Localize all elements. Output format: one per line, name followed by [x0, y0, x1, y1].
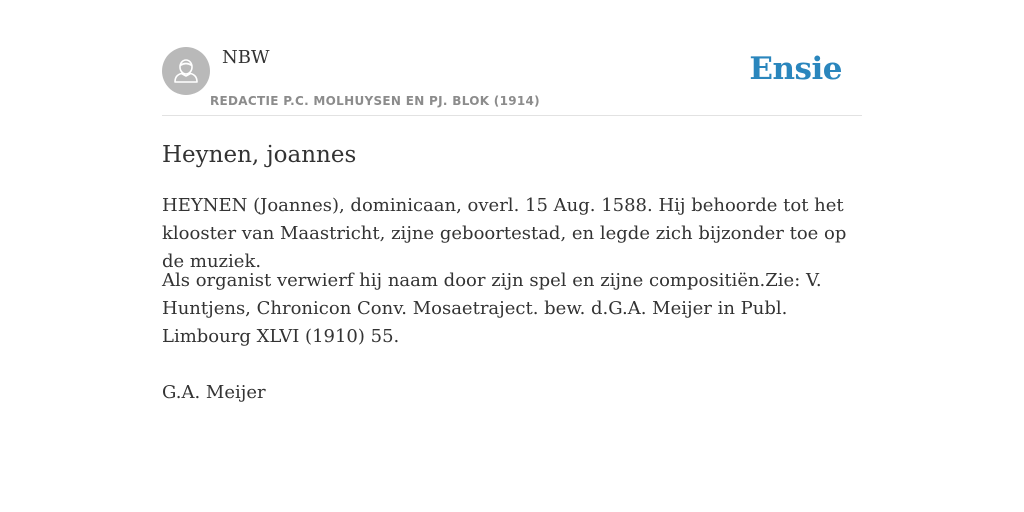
user-icon: [162, 47, 210, 95]
article-signature: G.A. Meijer: [162, 382, 266, 403]
article-paragraph-2: Als organist verwierf hij naam door zijn spel en zijne compositiën.Zie: V. Huntjens, Chronicon Conv. Mosaetraject. bew. d.G.A. Meijer in Publ. Limbourg XLVI (1910) 55.: [162, 270, 822, 347]
brand-logo[interactable]: Ensie: [749, 51, 842, 87]
page-content: [162, 0, 862, 403]
article-paragraph-1: HEYNEN (Joannes), dominicaan, overl. 15 Aug. 1588. Hij behoorde tot het klooster van Maastricht, zijne geboortestad, en legde zich bijzonder toe op de muziek.: [162, 195, 847, 272]
article-title: Heynen, joannes: [162, 142, 357, 168]
source-subtitle: REDACTIE P.C. MOLHUYSEN EN PJ. BLOK (1914): [210, 94, 540, 108]
article-header: [162, 0, 862, 116]
author-name[interactable]: NBW: [222, 47, 270, 68]
avatar[interactable]: [162, 47, 210, 95]
